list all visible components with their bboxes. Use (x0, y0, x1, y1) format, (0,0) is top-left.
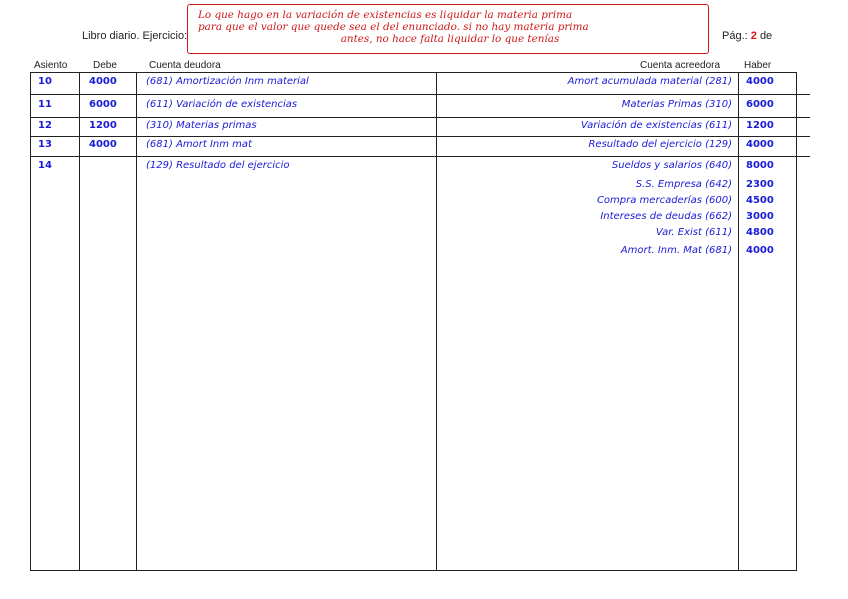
entry-haber: 8000 (746, 160, 774, 171)
entry-haber: 4800 (746, 227, 774, 238)
note-line-1: Lo que hago en la variación de existencias es liquidar la materia prima (198, 9, 573, 21)
entry-asiento: 10 (38, 76, 52, 87)
entry-cuenta-acreedora: Amort. Inm. Mat (681) (620, 245, 732, 256)
col-header-asiento: Asiento (34, 60, 68, 71)
entry-debe: 1200 (89, 120, 117, 131)
entry-haber: 4000 (746, 76, 774, 87)
entry-cuenta-acreedora: Compra mercaderías (600) (596, 195, 732, 206)
entry-cuenta-acreedora: Variación de existencias (611) (580, 120, 732, 131)
col-header-cuenta-acreedora: Cuenta acreedora (640, 60, 721, 71)
entry-cuenta-deudora: (611) Variación de existencias (146, 99, 298, 110)
entry-haber: 4000 (746, 139, 774, 150)
entry-cuenta-deudora: (681) Amort Inm mat (146, 139, 252, 150)
entry-asiento: 11 (38, 99, 52, 110)
entry-cuenta-acreedora: Intereses de deudas (662) (600, 211, 732, 222)
col-header-cuenta-deudora: Cuenta deudora (149, 60, 221, 71)
note-line-2: para que el valor que quede sea el del enunciado. si no hay materia prima (198, 21, 589, 33)
entry-debe: 4000 (89, 139, 117, 150)
handwritten-note (187, 4, 709, 54)
libro-diario-label: Libro diario. Ejercicio: (82, 30, 188, 42)
entry-haber: 3000 (746, 211, 774, 222)
entry-asiento: 14 (38, 160, 52, 171)
page-number: 2 (750, 30, 757, 42)
entry-debe: 4000 (89, 76, 117, 87)
entry-cuenta-acreedora: Resultado del ejercicio (129) (588, 139, 732, 150)
entry-haber: 1200 (746, 120, 774, 131)
entry-cuenta-deudora: (681) Amortización Inm material (146, 76, 309, 87)
entry-asiento: 13 (38, 139, 52, 150)
entry-haber: 4500 (746, 195, 774, 206)
entry-cuenta-acreedora: Materias Primas (310) (621, 99, 732, 110)
entry-haber: 2300 (746, 179, 774, 190)
page-label: Pág.: (722, 30, 748, 42)
page-indicator (722, 30, 772, 42)
entry-cuenta-acreedora: S.S. Empresa (642) (635, 179, 732, 190)
entry-cuenta-acreedora: Amort acumulada material (281) (567, 76, 732, 87)
entry-haber: 4000 (746, 245, 774, 256)
page-suffix: de (759, 30, 773, 42)
entry-cuenta-acreedora: Sueldos y salarios (640) (611, 160, 732, 171)
note-line-3: antes, no hace falta liquidar lo que tenías (340, 33, 560, 45)
entry-cuenta-deudora: (310) Materias primas (146, 120, 257, 131)
col-header-debe: Debe (93, 60, 117, 71)
entry-cuenta-deudora: (129) Resultado del ejercicio (146, 160, 290, 171)
entry-asiento: 12 (38, 120, 52, 131)
col-header-haber: Haber (744, 60, 772, 71)
entry-haber: 6000 (746, 99, 774, 110)
entry-cuenta-acreedora: Var. Exist (611) (655, 227, 732, 238)
entry-debe: 6000 (89, 99, 117, 110)
